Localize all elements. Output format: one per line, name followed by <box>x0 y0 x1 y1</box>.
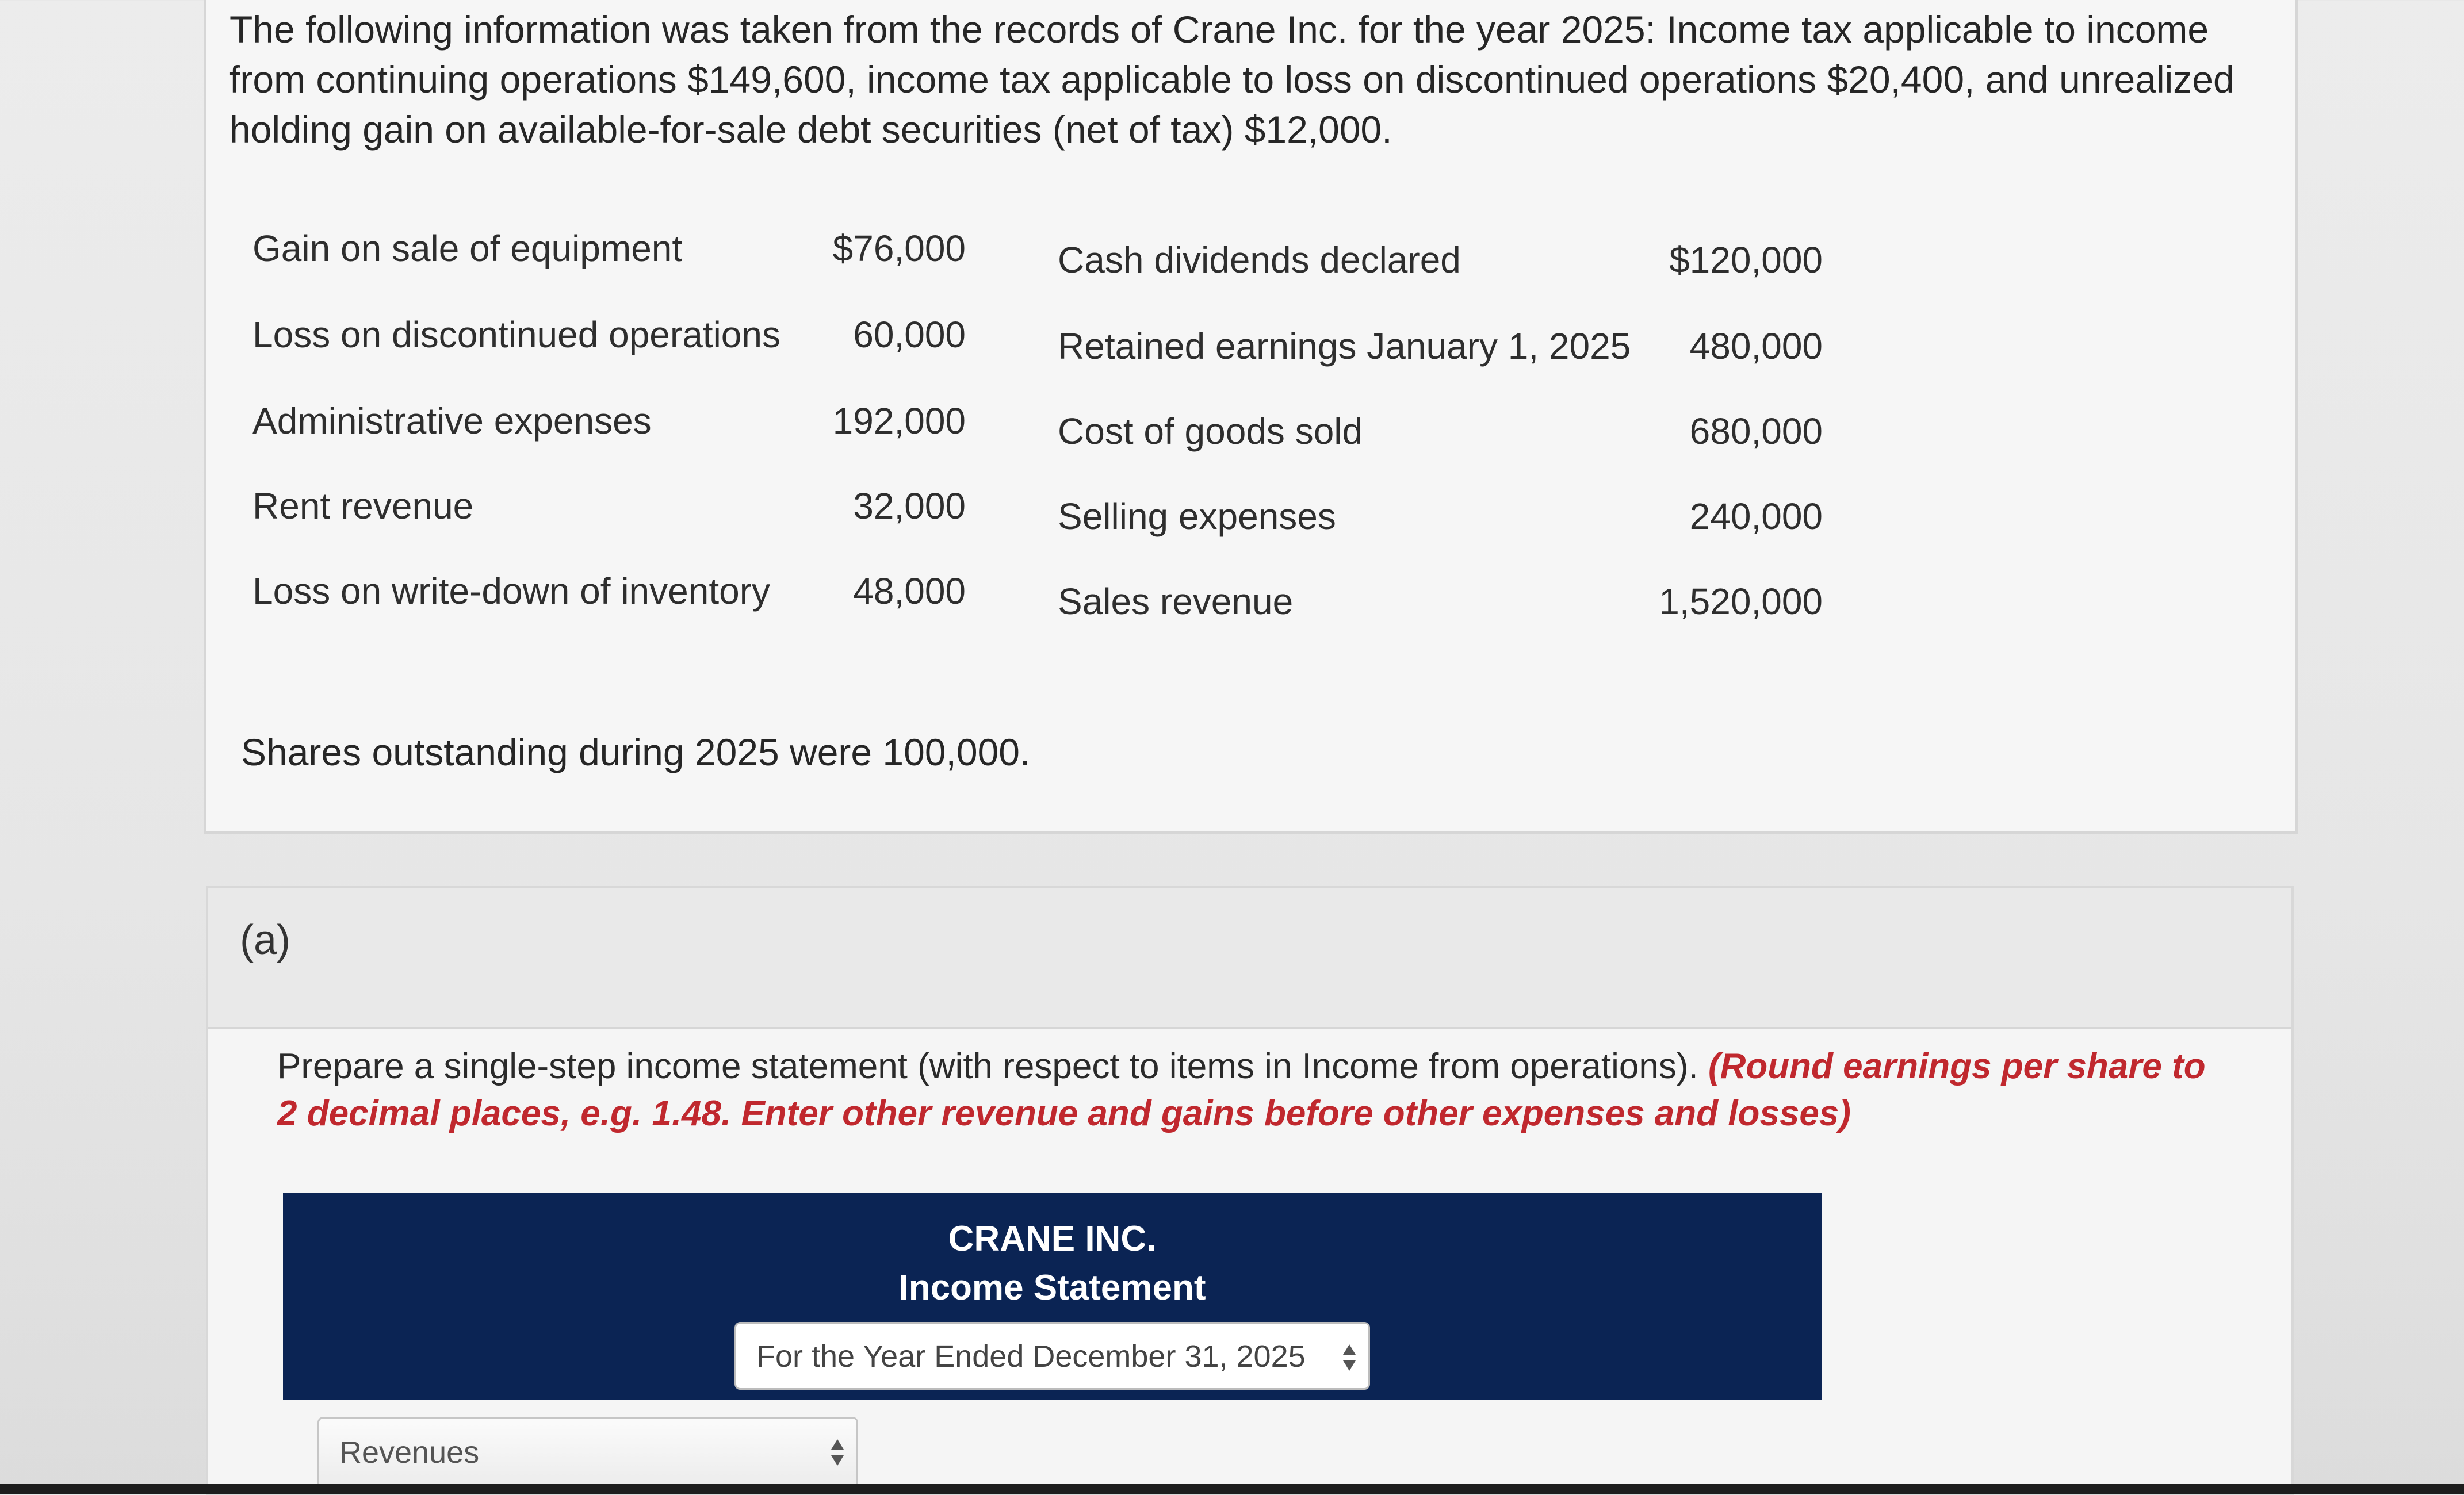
income-statement-header <box>283 1193 1822 1400</box>
select-arrows-icon <box>1343 1344 1356 1371</box>
item-label: Sales revenue <box>1058 581 1294 622</box>
problem-info-panel <box>204 0 2298 834</box>
item-value: 480,000 <box>1689 325 1823 367</box>
select-arrows-icon <box>831 1439 844 1466</box>
item-label: Cost of goods sold <box>1058 411 1363 452</box>
item-value: 32,000 <box>853 485 966 527</box>
instruction-text: Prepare a single-step income statement (with respect to items in Income from operations). <box>277 1046 1708 1086</box>
statement-title: Income Statement <box>898 1268 1206 1308</box>
company-name: CRANE INC. <box>948 1219 1157 1259</box>
bottom-bezel <box>0 1483 2464 1494</box>
part-a-instruction <box>277 1043 2233 1137</box>
item-value: $76,000 <box>832 228 966 269</box>
item-label: Gain on sale of equipment <box>252 228 683 269</box>
item-label: Administrative expenses <box>252 400 652 442</box>
item-value: 60,000 <box>853 314 966 355</box>
item-value: 680,000 <box>1689 411 1823 452</box>
item-label: Retained earnings January 1, 2025 <box>1058 325 1631 367</box>
item-value: 48,000 <box>853 570 966 612</box>
period-select-value: For the Year Ended December 31, 2025 <box>756 1339 1306 1374</box>
item-label: Cash dividends declared <box>1058 239 1461 281</box>
part-label: (a) <box>240 917 290 963</box>
item-value: 192,000 <box>832 400 966 442</box>
item-value: 1,520,000 <box>1659 581 1823 622</box>
part-a-panel <box>206 885 2294 1495</box>
item-label: Rent revenue <box>252 485 474 527</box>
item-value: $120,000 <box>1669 239 1823 281</box>
item-label: Selling expenses <box>1058 496 1336 537</box>
revenues-select-value: Revenues <box>339 1435 480 1470</box>
item-label: Loss on write-down of inventory <box>252 570 770 612</box>
period-select[interactable] <box>734 1322 1370 1390</box>
problem-intro-text: The following information was taken from the records of Crane Inc. for the year 2025: Income tax applicable to income from continuing operations $149,600, income tax applicable to loss on discontinued operations $20,400, and unrealized holding gain on available-for-sale debt securities (net of tax) $12,000. <box>229 8 2235 151</box>
revenues-select[interactable] <box>317 1417 858 1489</box>
item-value: 240,000 <box>1689 496 1823 537</box>
shares-outstanding-note: Shares outstanding during 2025 were 100,000. <box>241 731 1031 773</box>
item-label: Loss on discontinued operations <box>252 314 780 355</box>
instruction-emphasis: (Round earnings per share to 2 decimal places, e.g. 1.48. Enter other revenue and gains before other expenses and losses) <box>277 1046 2206 1133</box>
part-a-header <box>208 888 2291 1029</box>
